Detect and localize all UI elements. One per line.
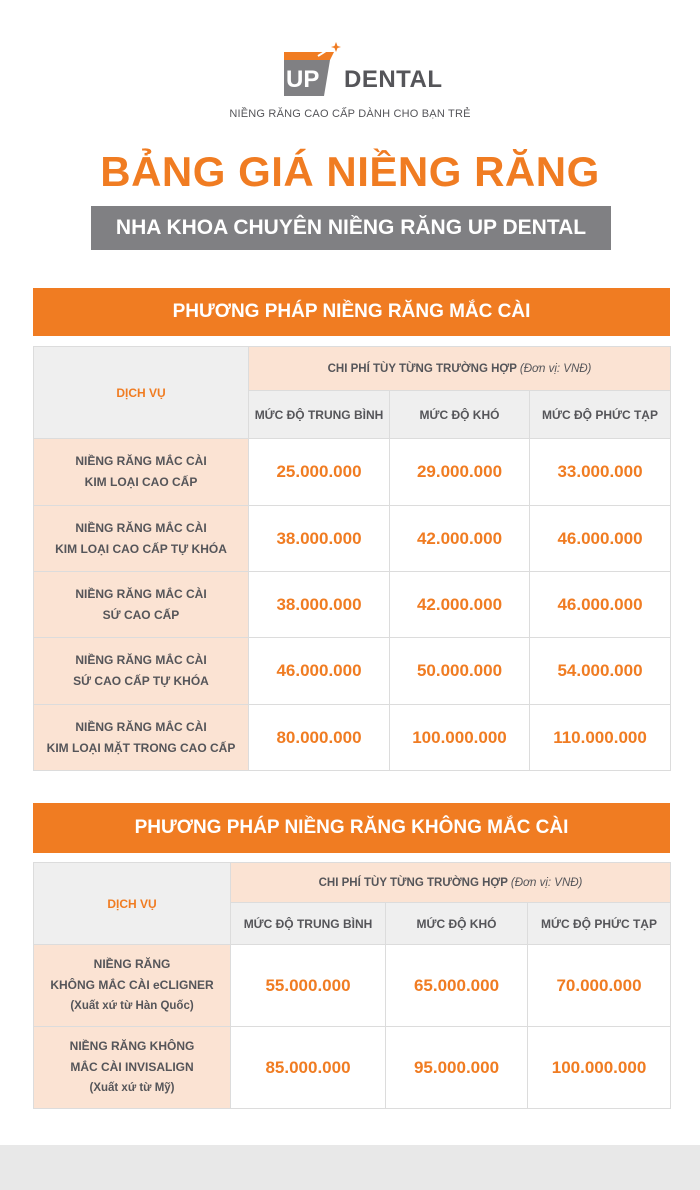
cost-unit-label: (Đơn vị: VNĐ) (510, 876, 583, 889)
service-line: NIỀNG RĂNG MẮC CÀI (75, 520, 207, 535)
service-name (34, 439, 249, 506)
service-line: NIỀNG RĂNG MẮC CÀI (75, 719, 207, 734)
service-column-header: DỊCH VỤ (34, 863, 231, 945)
price-hard: 29.000.000 (390, 439, 530, 506)
price-hard: 100.000.000 (390, 705, 530, 771)
level-header-average: MỨC ĐỘ TRUNG BÌNH (231, 903, 386, 945)
level-header-hard: MỨC ĐỘ KHÓ (386, 903, 528, 945)
service-name (34, 945, 231, 1027)
service-line: KIM LOẠI MẶT TRONG CAO CẤP (46, 740, 236, 755)
price-hard: 65.000.000 (386, 945, 528, 1027)
price-table-aligners (33, 862, 671, 1109)
price-hard: 42.000.000 (390, 572, 530, 638)
service-line: KHÔNG MẮC CÀI eCLIGNER (50, 978, 214, 992)
price-average: 80.000.000 (249, 705, 390, 771)
service-origin-note: (Xuất xứ từ Mỹ) (89, 1082, 175, 1094)
service-line: NIỀNG RĂNG MẮC CÀI (75, 653, 207, 667)
service-line: NIỀNG RĂNG MẮC CÀI (75, 586, 207, 601)
cost-column-header (249, 347, 671, 391)
table-row (34, 945, 671, 1027)
price-hard: 50.000.000 (390, 638, 530, 705)
price-average: 85.000.000 (231, 1027, 386, 1109)
service-line: NIỀNG RĂNG (93, 957, 171, 971)
price-complex: 100.000.000 (528, 1027, 671, 1109)
logo-dental-text: DENTAL (344, 66, 443, 93)
service-line: NIỀNG RĂNG KHÔNG (69, 1039, 195, 1053)
table-row (34, 705, 671, 771)
brand-tagline: NIỀNG RĂNG CAO CẤP DÀNH CHO BẠN TRẺ (229, 108, 471, 120)
level-header-complex: MỨC ĐỘ PHỨC TẠP (528, 903, 671, 945)
service-line: NIỀNG RĂNG MẮC CÀI (75, 454, 207, 468)
table-row (34, 572, 671, 638)
cost-unit-label: (Đơn vị: VNĐ) (519, 362, 592, 375)
cost-header-label: CHI PHÍ TÙY TỪNG TRƯỜNG HỢP (327, 362, 517, 375)
price-average: 25.000.000 (249, 439, 390, 506)
table-row (34, 638, 671, 705)
table-row (34, 1027, 671, 1109)
price-complex: 46.000.000 (530, 572, 671, 638)
section-header-aligners: PHƯƠNG PHÁP NIỀNG RĂNG KHÔNG MẮC CÀI (33, 803, 670, 853)
service-line: KIM LOẠI CAO CẤP (84, 475, 198, 489)
price-complex: 110.000.000 (530, 705, 671, 771)
price-hard: 95.000.000 (386, 1027, 528, 1109)
price-average: 38.000.000 (249, 506, 390, 572)
price-complex: 33.000.000 (530, 439, 671, 506)
price-complex: 46.000.000 (530, 506, 671, 572)
price-average: 55.000.000 (231, 945, 386, 1027)
service-origin-note: (Xuất xứ từ Hàn Quốc) (70, 1000, 194, 1012)
table-row (34, 506, 671, 572)
service-line: MẮC CÀI INVISALIGN (70, 1060, 194, 1074)
level-header-average: MỨC ĐỘ TRUNG BÌNH (249, 391, 390, 439)
service-line: SỨ CAO CẤP (102, 607, 180, 622)
service-line: KIM LOẠI CAO CẤP TỰ KHÓA (55, 541, 227, 556)
price-hard: 42.000.000 (390, 506, 530, 572)
logo-up-text: UP (286, 66, 320, 93)
updental-logo (282, 36, 443, 96)
level-header-hard: MỨC ĐỘ KHÓ (390, 391, 530, 439)
service-name (34, 1027, 231, 1109)
service-name (34, 638, 249, 705)
page-subtitle: NHA KHOA CHUYÊN NIỀNG RĂNG UP DENTAL (91, 206, 611, 250)
page-title: BẢNG GIÁ NIỀNG RĂNG (100, 148, 600, 195)
service-line: SỨ CAO CẤP TỰ KHÓA (73, 674, 209, 688)
table-row (34, 439, 671, 506)
cost-column-header (231, 863, 671, 903)
cost-header-label: CHI PHÍ TÙY TỪNG TRƯỜNG HỢP (318, 876, 508, 889)
service-name (34, 705, 249, 771)
price-average: 46.000.000 (249, 638, 390, 705)
price-table-braces (33, 346, 671, 771)
price-complex: 54.000.000 (530, 638, 671, 705)
service-name (34, 506, 249, 572)
level-header-complex: MỨC ĐỘ PHỨC TẠP (530, 391, 671, 439)
section-header-braces: PHƯƠNG PHÁP NIỀNG RĂNG MẮC CÀI (33, 288, 670, 336)
price-average: 38.000.000 (249, 572, 390, 638)
footer-bar (0, 1145, 700, 1190)
service-column-header: DỊCH VỤ (34, 347, 249, 439)
price-complex: 70.000.000 (528, 945, 671, 1027)
service-name (34, 572, 249, 638)
